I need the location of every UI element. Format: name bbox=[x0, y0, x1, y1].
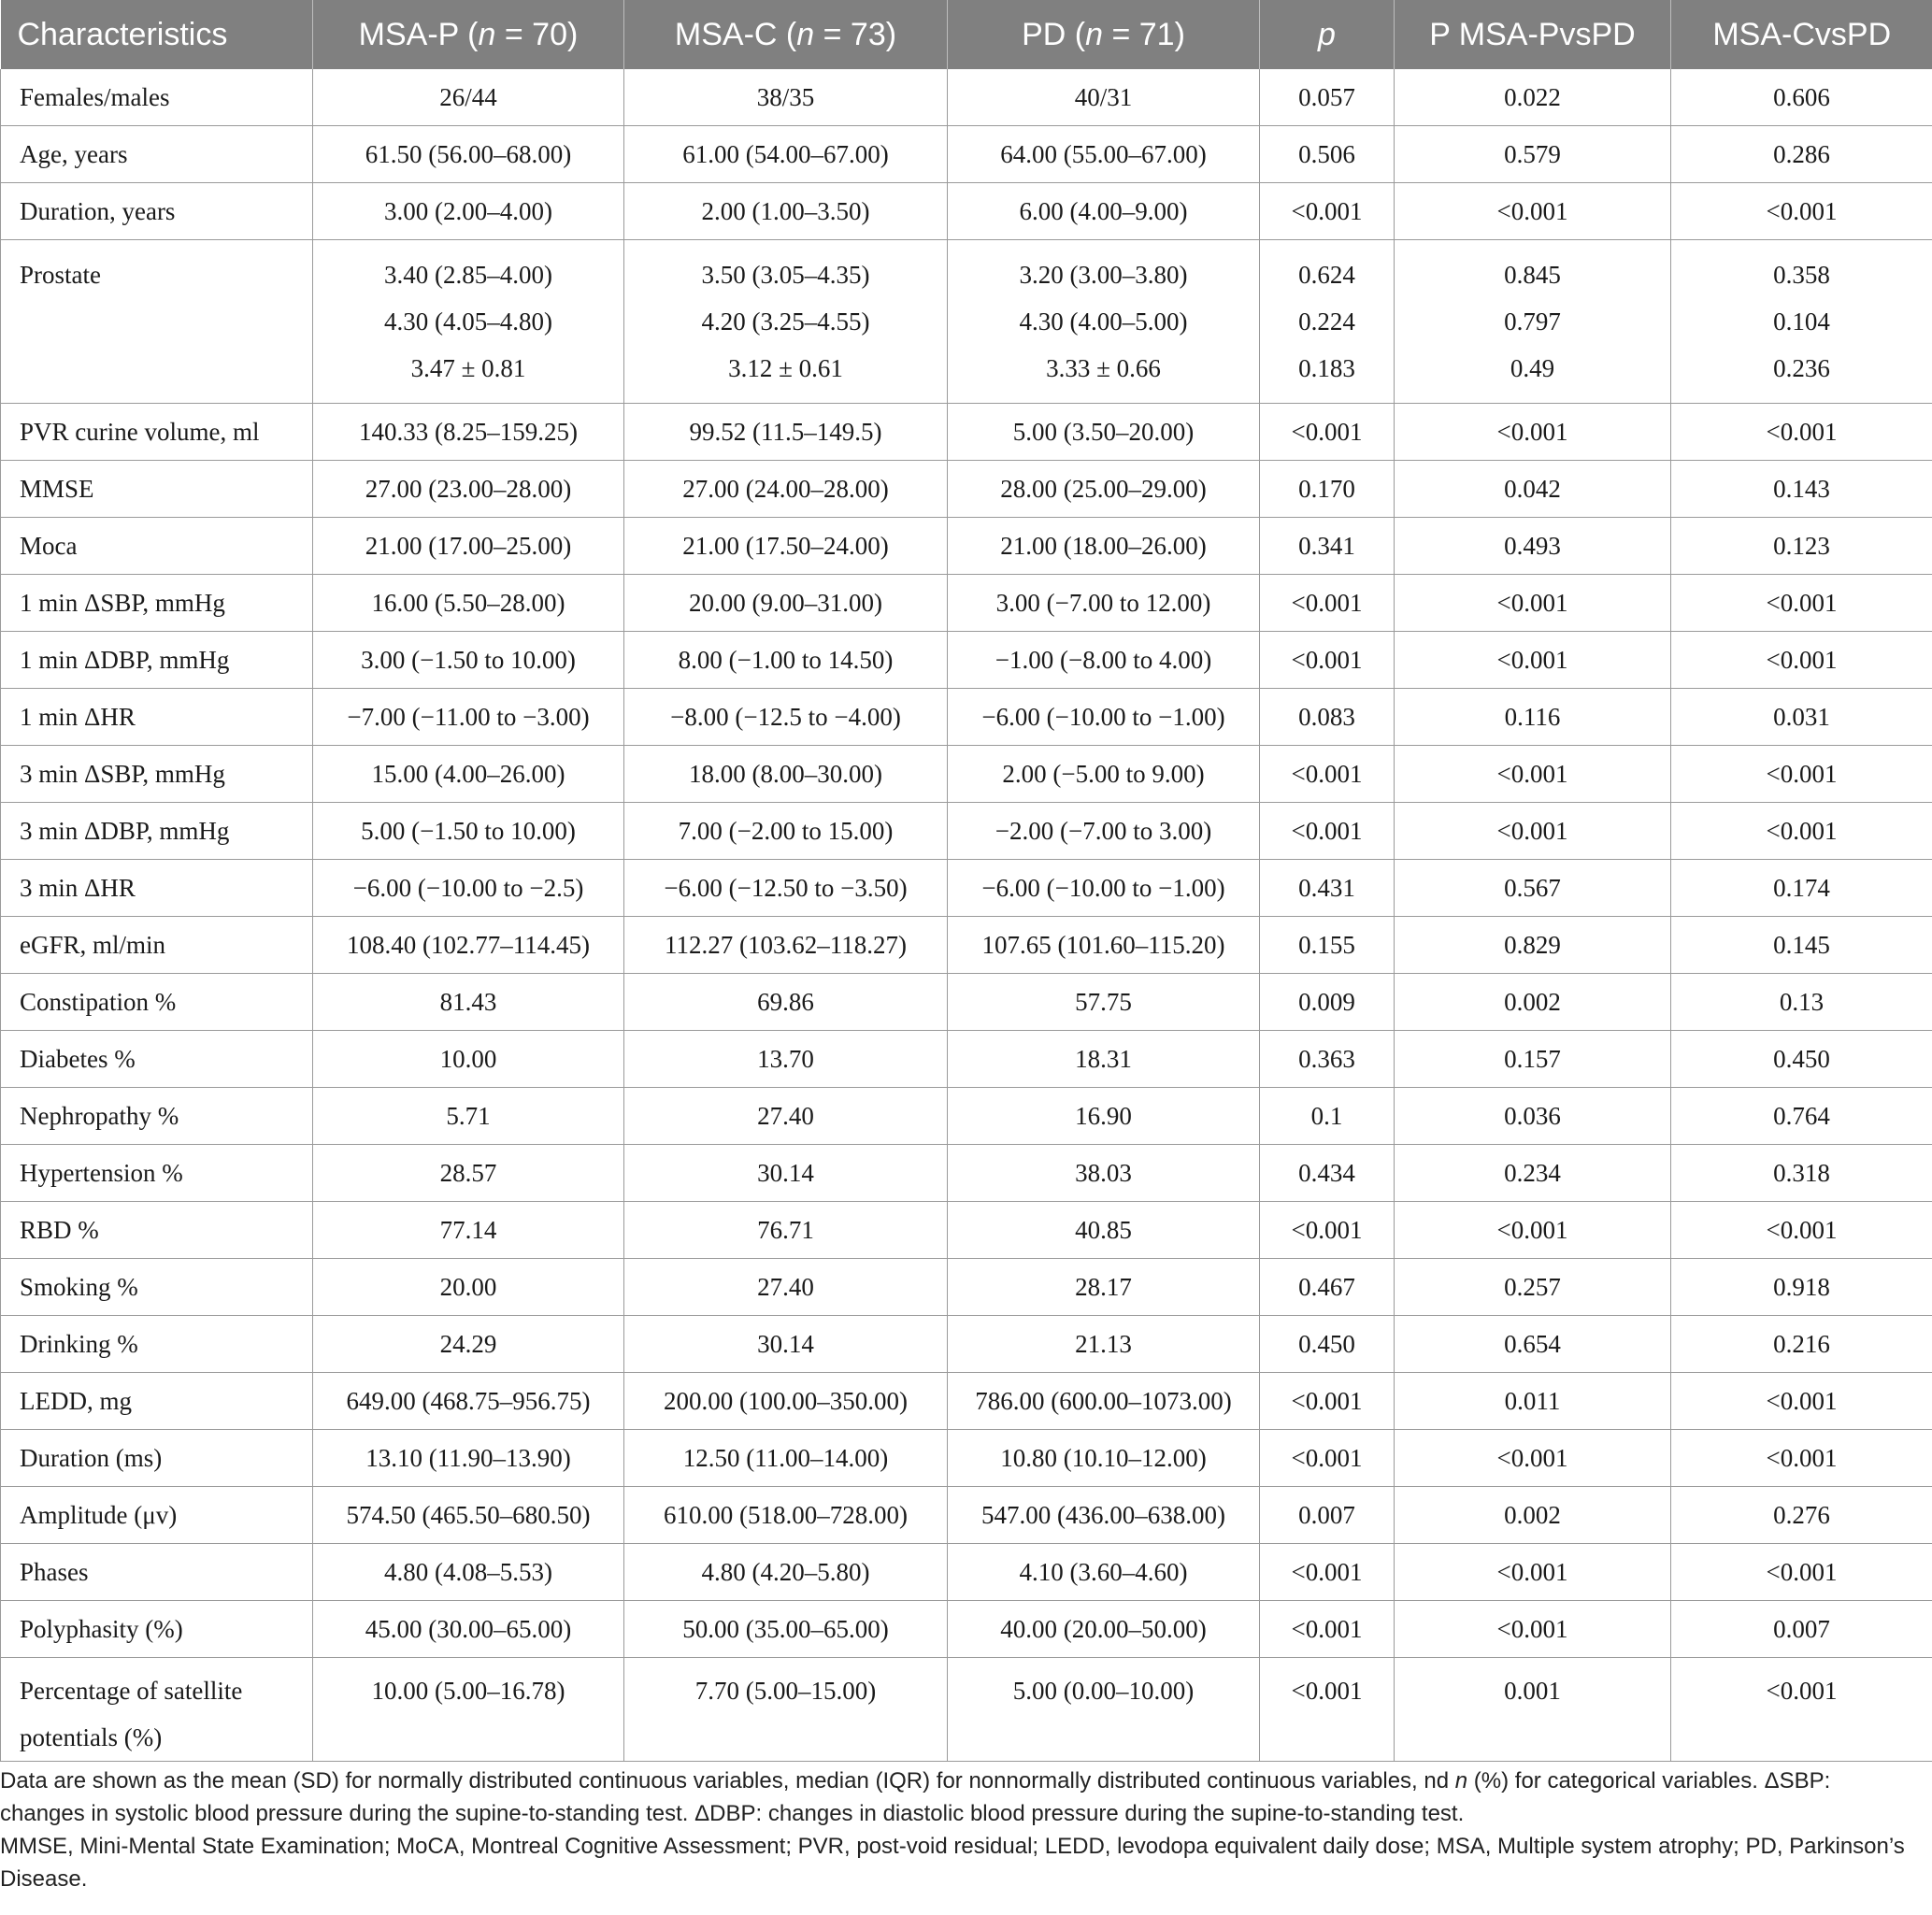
cell-msap: 10.00 bbox=[313, 1031, 624, 1088]
row-label: Age, years bbox=[1, 126, 313, 183]
cell-msac-vs-pd: 0.276 bbox=[1671, 1487, 1932, 1544]
header-characteristics: Characteristics bbox=[1, 0, 313, 69]
cell-pd: 40.85 bbox=[948, 1202, 1260, 1259]
header-msap: MSA-P (n = 70) bbox=[313, 0, 624, 69]
cell-p: <0.001 bbox=[1260, 1373, 1395, 1430]
cell-p: 0.450 bbox=[1260, 1316, 1395, 1373]
cell-p-msap-vs-pd: 0.654 bbox=[1395, 1316, 1671, 1373]
cell-p: <0.001 bbox=[1260, 183, 1395, 240]
cell-p-msap-vs-pd: 0.157 bbox=[1395, 1031, 1671, 1088]
cell-msac-vs-pd: 0.13 bbox=[1671, 974, 1932, 1031]
cell-msac: 76.71 bbox=[624, 1202, 948, 1259]
cell-msac-vs-pd: 0.174 bbox=[1671, 860, 1932, 917]
cell-pd: 107.65 (101.60–115.20) bbox=[948, 917, 1260, 974]
header-p-msap-vs-pd: P MSA-PvsPD bbox=[1395, 0, 1671, 69]
cell-msac-vs-pd: 0.216 bbox=[1671, 1316, 1932, 1373]
table-row bbox=[1, 1145, 1932, 1202]
cell-p: <0.001 bbox=[1260, 404, 1395, 461]
cell-msac-vs-pd-line: 0.104 bbox=[1773, 307, 1830, 336]
cell-p: <0.001 bbox=[1260, 746, 1395, 803]
cell-msac-vs-pd: 0.286 bbox=[1671, 126, 1932, 183]
cell-p-msap-vs-pd: 0.042 bbox=[1395, 461, 1671, 518]
cell-msac bbox=[624, 240, 948, 404]
cell-pd: −2.00 (−7.00 to 3.00) bbox=[948, 803, 1260, 860]
cell-msac: 38/35 bbox=[624, 69, 948, 126]
cell-pd: 16.90 bbox=[948, 1088, 1260, 1145]
cell-msac-vs-pd: 0.031 bbox=[1671, 689, 1932, 746]
cell-msap: 3.00 (2.00–4.00) bbox=[313, 183, 624, 240]
cell-p: <0.001 bbox=[1260, 1430, 1395, 1487]
cell-p: <0.001 bbox=[1260, 575, 1395, 632]
table-row bbox=[1, 126, 1932, 183]
cell-msac: 50.00 (35.00–65.00) bbox=[624, 1601, 948, 1658]
row-label: Females/males bbox=[1, 69, 313, 126]
cell-msap: 20.00 bbox=[313, 1259, 624, 1316]
table-row bbox=[1, 917, 1932, 974]
cell-msac-vs-pd: <0.001 bbox=[1671, 183, 1932, 240]
table-row bbox=[1, 803, 1932, 860]
cell-msac: 27.00 (24.00–28.00) bbox=[624, 461, 948, 518]
row-label: Duration, years bbox=[1, 183, 313, 240]
cell-p-msap-vs-pd: 0.257 bbox=[1395, 1259, 1671, 1316]
cell-pd: 5.00 (3.50–20.00) bbox=[948, 404, 1260, 461]
cell-p-msap-vs-pd: <0.001 bbox=[1395, 183, 1671, 240]
cell-msac-vs-pd: <0.001 bbox=[1671, 1202, 1932, 1259]
cell-pd: −1.00 (−8.00 to 4.00) bbox=[948, 632, 1260, 689]
table-row bbox=[1, 1202, 1932, 1259]
table-row bbox=[1, 1031, 1932, 1088]
cell-p: 0.007 bbox=[1260, 1487, 1395, 1544]
cell-msac-vs-pd: 0.007 bbox=[1671, 1601, 1932, 1658]
cell-msap: 4.80 (4.08–5.53) bbox=[313, 1544, 624, 1601]
table-row bbox=[1, 1259, 1932, 1316]
cell-p-msap-vs-pd: <0.001 bbox=[1395, 803, 1671, 860]
cell-msac-vs-pd-line: 0.358 bbox=[1773, 261, 1830, 289]
row-label: RBD % bbox=[1, 1202, 313, 1259]
cell-pd: −6.00 (−10.00 to −1.00) bbox=[948, 860, 1260, 917]
table-body bbox=[1, 69, 1932, 1762]
cell-msac: 20.00 (9.00–31.00) bbox=[624, 575, 948, 632]
cell-msap bbox=[313, 240, 624, 404]
cell-msap-line: 3.47 ± 0.81 bbox=[410, 354, 526, 382]
cell-p: 0.057 bbox=[1260, 69, 1395, 126]
cell-p: 0.434 bbox=[1260, 1145, 1395, 1202]
cell-msac-vs-pd: <0.001 bbox=[1671, 1658, 1932, 1762]
table-row bbox=[1, 69, 1932, 126]
cell-msac: 18.00 (8.00–30.00) bbox=[624, 746, 948, 803]
cell-msap: 140.33 (8.25–159.25) bbox=[313, 404, 624, 461]
cell-pd: 28.00 (25.00–29.00) bbox=[948, 461, 1260, 518]
cell-msac-vs-pd: <0.001 bbox=[1671, 1544, 1932, 1601]
cell-msap: 108.40 (102.77–114.45) bbox=[313, 917, 624, 974]
cell-msap: −6.00 (−10.00 to −2.5) bbox=[313, 860, 624, 917]
table-row bbox=[1, 1544, 1932, 1601]
table-row bbox=[1, 1373, 1932, 1430]
cell-msac-vs-pd: <0.001 bbox=[1671, 1430, 1932, 1487]
cell-p: <0.001 bbox=[1260, 632, 1395, 689]
cell-pd: 28.17 bbox=[948, 1259, 1260, 1316]
row-label: LEDD, mg bbox=[1, 1373, 313, 1430]
cell-msac: 30.14 bbox=[624, 1145, 948, 1202]
table-row bbox=[1, 404, 1932, 461]
row-label: Phases bbox=[1, 1544, 313, 1601]
cell-p-msap-vs-pd: <0.001 bbox=[1395, 404, 1671, 461]
cell-msac: 27.40 bbox=[624, 1259, 948, 1316]
cell-msac: 13.70 bbox=[624, 1031, 948, 1088]
cell-msac: 200.00 (100.00–350.00) bbox=[624, 1373, 948, 1430]
cell-msac: 30.14 bbox=[624, 1316, 948, 1373]
table-row bbox=[1, 974, 1932, 1031]
table-row bbox=[1, 689, 1932, 746]
cell-msap: 15.00 (4.00–26.00) bbox=[313, 746, 624, 803]
cell-msac-vs-pd: 0.764 bbox=[1671, 1088, 1932, 1145]
cell-p: 0.363 bbox=[1260, 1031, 1395, 1088]
cell-msap: 28.57 bbox=[313, 1145, 624, 1202]
table-row bbox=[1, 1430, 1932, 1487]
cell-p bbox=[1260, 240, 1395, 404]
row-label: Nephropathy % bbox=[1, 1088, 313, 1145]
cell-pd-line: 3.33 ± 0.66 bbox=[1046, 354, 1161, 382]
cell-msap: 77.14 bbox=[313, 1202, 624, 1259]
cell-p-msap-vs-pd: 0.829 bbox=[1395, 917, 1671, 974]
cell-pd: 40.00 (20.00–50.00) bbox=[948, 1601, 1260, 1658]
row-label: Duration (ms) bbox=[1, 1430, 313, 1487]
cell-msac-vs-pd-line: 0.236 bbox=[1773, 354, 1830, 382]
cell-msac: 7.70 (5.00–15.00) bbox=[624, 1658, 948, 1762]
cell-pd: 3.00 (−7.00 to 12.00) bbox=[948, 575, 1260, 632]
cell-pd bbox=[948, 240, 1260, 404]
cell-msac: 21.00 (17.50–24.00) bbox=[624, 518, 948, 575]
cell-msap: 649.00 (468.75–956.75) bbox=[313, 1373, 624, 1430]
cell-msap: 27.00 (23.00–28.00) bbox=[313, 461, 624, 518]
table-row bbox=[1, 461, 1932, 518]
table-row bbox=[1, 632, 1932, 689]
cell-msap: 574.50 (465.50–680.50) bbox=[313, 1487, 624, 1544]
cell-pd-line: 3.20 (3.00–3.80) bbox=[1019, 261, 1188, 289]
cell-msac-vs-pd bbox=[1671, 240, 1932, 404]
header-msac: MSA-C (n = 73) bbox=[624, 0, 948, 69]
table-header-row bbox=[1, 0, 1932, 69]
cell-p-msap-vs-pd: <0.001 bbox=[1395, 632, 1671, 689]
row-label: Percentage of satellite potentials (%) bbox=[1, 1658, 313, 1762]
cell-msac: −6.00 (−12.50 to −3.50) bbox=[624, 860, 948, 917]
cell-msap: 26/44 bbox=[313, 69, 624, 126]
table-row bbox=[1, 1088, 1932, 1145]
cell-msac-line: 4.20 (3.25–4.55) bbox=[701, 307, 870, 336]
cell-p-msap-vs-pd: 0.001 bbox=[1395, 1658, 1671, 1762]
cell-p: 0.506 bbox=[1260, 126, 1395, 183]
row-label: 1 min ΔDBP, mmHg bbox=[1, 632, 313, 689]
cell-p-msap-vs-pd: <0.001 bbox=[1395, 746, 1671, 803]
cell-msac-vs-pd: 0.606 bbox=[1671, 69, 1932, 126]
cell-p-msap-vs-pd-line: 0.845 bbox=[1504, 261, 1561, 289]
cell-msac-vs-pd: 0.123 bbox=[1671, 518, 1932, 575]
cell-msac-vs-pd: 0.143 bbox=[1671, 461, 1932, 518]
table-row bbox=[1, 1658, 1932, 1762]
cell-msap: 13.10 (11.90–13.90) bbox=[313, 1430, 624, 1487]
table-footnote bbox=[0, 1765, 1907, 1895]
cell-p-msap-vs-pd bbox=[1395, 240, 1671, 404]
cell-msac-vs-pd: <0.001 bbox=[1671, 632, 1932, 689]
row-label: Amplitude (μv) bbox=[1, 1487, 313, 1544]
cell-p: <0.001 bbox=[1260, 1658, 1395, 1762]
footnote-line-1: Data are shown as the mean (SD) for normally distributed continuous variables, median (IQR) for nonnormally distributed continuous variables, nd n (%) for categorical variables. ΔSBP: changes in systolic blood pressure during the supine-to-standing test. ΔDBP: changes in diastolic blood pressure during the supine-to-standing test. bbox=[0, 1768, 1831, 1826]
cell-msap-line: 3.40 (2.85–4.00) bbox=[384, 261, 552, 289]
cell-msac: 112.27 (103.62–118.27) bbox=[624, 917, 948, 974]
cell-p-msap-vs-pd: <0.001 bbox=[1395, 1430, 1671, 1487]
cell-p: <0.001 bbox=[1260, 1202, 1395, 1259]
cell-p-msap-vs-pd: <0.001 bbox=[1395, 575, 1671, 632]
cell-msac: 69.86 bbox=[624, 974, 948, 1031]
cell-msac-vs-pd: 0.318 bbox=[1671, 1145, 1932, 1202]
cell-msac: −8.00 (−12.5 to −4.00) bbox=[624, 689, 948, 746]
cell-msap: 24.29 bbox=[313, 1316, 624, 1373]
cell-msap: 81.43 bbox=[313, 974, 624, 1031]
footnote-line-2: MMSE, Mini-Mental State Examination; MoCA, Montreal Cognitive Assessment; PVR, post-void residual; LEDD, levodopa equivalent daily dose; MSA, Multiple system atrophy; PD, Parkinson’s Disease. bbox=[0, 1834, 1905, 1892]
cell-p: 0.155 bbox=[1260, 917, 1395, 974]
cell-pd: 64.00 (55.00–67.00) bbox=[948, 126, 1260, 183]
row-label: Constipation % bbox=[1, 974, 313, 1031]
cell-p-msap-vs-pd: 0.022 bbox=[1395, 69, 1671, 126]
cell-msap: 45.00 (30.00–65.00) bbox=[313, 1601, 624, 1658]
cell-msac: 61.00 (54.00–67.00) bbox=[624, 126, 948, 183]
cell-msac: 2.00 (1.00–3.50) bbox=[624, 183, 948, 240]
cell-msap: 21.00 (17.00–25.00) bbox=[313, 518, 624, 575]
table-row bbox=[1, 746, 1932, 803]
cell-pd: 786.00 (600.00–1073.00) bbox=[948, 1373, 1260, 1430]
cell-msac: 8.00 (−1.00 to 14.50) bbox=[624, 632, 948, 689]
cell-msac-vs-pd: <0.001 bbox=[1671, 1373, 1932, 1430]
cell-msac-vs-pd: <0.001 bbox=[1671, 404, 1932, 461]
cell-p-msap-vs-pd: 0.493 bbox=[1395, 518, 1671, 575]
cell-p: 0.341 bbox=[1260, 518, 1395, 575]
row-label: 1 min ΔHR bbox=[1, 689, 313, 746]
cell-p-msap-vs-pd: <0.001 bbox=[1395, 1544, 1671, 1601]
cell-p-msap-vs-pd-line: 0.49 bbox=[1510, 354, 1555, 382]
row-label: Drinking % bbox=[1, 1316, 313, 1373]
cell-msap-line: 4.30 (4.05–4.80) bbox=[384, 307, 552, 336]
cell-msac: 7.00 (−2.00 to 15.00) bbox=[624, 803, 948, 860]
cell-p-msap-vs-pd: 0.011 bbox=[1395, 1373, 1671, 1430]
cell-p: 0.1 bbox=[1260, 1088, 1395, 1145]
header-p: p bbox=[1260, 0, 1395, 69]
cell-pd: 10.80 (10.10–12.00) bbox=[948, 1430, 1260, 1487]
row-label: 3 min ΔDBP, mmHg bbox=[1, 803, 313, 860]
row-label: 3 min ΔSBP, mmHg bbox=[1, 746, 313, 803]
cell-p: 0.431 bbox=[1260, 860, 1395, 917]
cell-msap: 5.71 bbox=[313, 1088, 624, 1145]
cell-pd-line: 4.30 (4.00–5.00) bbox=[1019, 307, 1188, 336]
cell-p-msap-vs-pd: 0.579 bbox=[1395, 126, 1671, 183]
row-label: 1 min ΔSBP, mmHg bbox=[1, 575, 313, 632]
cell-pd: 4.10 (3.60–4.60) bbox=[948, 1544, 1260, 1601]
cell-pd: 6.00 (4.00–9.00) bbox=[948, 183, 1260, 240]
cell-pd: 18.31 bbox=[948, 1031, 1260, 1088]
cell-msac-vs-pd: 0.918 bbox=[1671, 1259, 1932, 1316]
cell-msac-vs-pd: <0.001 bbox=[1671, 803, 1932, 860]
cell-pd: 21.13 bbox=[948, 1316, 1260, 1373]
cell-p: 0.170 bbox=[1260, 461, 1395, 518]
cell-p-msap-vs-pd-line: 0.797 bbox=[1504, 307, 1561, 336]
cell-msac: 610.00 (518.00–728.00) bbox=[624, 1487, 948, 1544]
cell-msac: 12.50 (11.00–14.00) bbox=[624, 1430, 948, 1487]
cell-p-line: 0.183 bbox=[1298, 354, 1355, 382]
cell-p-msap-vs-pd: <0.001 bbox=[1395, 1601, 1671, 1658]
cell-p: <0.001 bbox=[1260, 803, 1395, 860]
table-row bbox=[1, 518, 1932, 575]
table-row bbox=[1, 1601, 1932, 1658]
cell-p-line: 0.224 bbox=[1298, 307, 1355, 336]
cell-msap: 3.00 (−1.50 to 10.00) bbox=[313, 632, 624, 689]
row-label: Moca bbox=[1, 518, 313, 575]
table-row bbox=[1, 575, 1932, 632]
cell-p: 0.083 bbox=[1260, 689, 1395, 746]
cell-p: <0.001 bbox=[1260, 1601, 1395, 1658]
row-label: Diabetes % bbox=[1, 1031, 313, 1088]
row-label: PVR curine volume, ml bbox=[1, 404, 313, 461]
row-label: eGFR, ml/min bbox=[1, 917, 313, 974]
row-label: Smoking % bbox=[1, 1259, 313, 1316]
cell-pd: 547.00 (436.00–638.00) bbox=[948, 1487, 1260, 1544]
cell-msac-vs-pd: <0.001 bbox=[1671, 575, 1932, 632]
cell-msap: −7.00 (−11.00 to −3.00) bbox=[313, 689, 624, 746]
cell-pd: 21.00 (18.00–26.00) bbox=[948, 518, 1260, 575]
cell-msap: 10.00 (5.00–16.78) bbox=[313, 1658, 624, 1762]
table-row bbox=[1, 860, 1932, 917]
cell-p-line: 0.624 bbox=[1298, 261, 1355, 289]
cell-p-msap-vs-pd: 0.567 bbox=[1395, 860, 1671, 917]
cell-p: 0.467 bbox=[1260, 1259, 1395, 1316]
row-label: 3 min ΔHR bbox=[1, 860, 313, 917]
row-label: Hypertension % bbox=[1, 1145, 313, 1202]
cell-msap: 61.50 (56.00–68.00) bbox=[313, 126, 624, 183]
cell-p-msap-vs-pd: <0.001 bbox=[1395, 1202, 1671, 1259]
cell-p-msap-vs-pd: 0.002 bbox=[1395, 974, 1671, 1031]
cell-pd: 38.03 bbox=[948, 1145, 1260, 1202]
table-row bbox=[1, 183, 1932, 240]
row-label: Polyphasity (%) bbox=[1, 1601, 313, 1658]
header-pd: PD (n = 71) bbox=[948, 0, 1260, 69]
cell-msap: 16.00 (5.50–28.00) bbox=[313, 575, 624, 632]
cell-p: <0.001 bbox=[1260, 1544, 1395, 1601]
cell-pd: 2.00 (−5.00 to 9.00) bbox=[948, 746, 1260, 803]
cell-msac-line: 3.12 ± 0.61 bbox=[728, 354, 843, 382]
header-msac-vs-pd: MSA-CvsPD bbox=[1671, 0, 1932, 69]
row-label: MMSE bbox=[1, 461, 313, 518]
cell-pd: 57.75 bbox=[948, 974, 1260, 1031]
table-row bbox=[1, 1316, 1932, 1373]
cell-p: 0.009 bbox=[1260, 974, 1395, 1031]
cell-pd: 5.00 (0.00–10.00) bbox=[948, 1658, 1260, 1762]
cell-p-msap-vs-pd: 0.116 bbox=[1395, 689, 1671, 746]
cell-msac: 4.80 (4.20–5.80) bbox=[624, 1544, 948, 1601]
cell-msap: 5.00 (−1.50 to 10.00) bbox=[313, 803, 624, 860]
table-row bbox=[1, 240, 1932, 404]
cell-msac: 99.52 (11.5–149.5) bbox=[624, 404, 948, 461]
cell-pd: −6.00 (−10.00 to −1.00) bbox=[948, 689, 1260, 746]
cell-msac-vs-pd: <0.001 bbox=[1671, 746, 1932, 803]
cell-pd: 40/31 bbox=[948, 69, 1260, 126]
cell-p-msap-vs-pd: 0.036 bbox=[1395, 1088, 1671, 1145]
cell-msac-vs-pd: 0.450 bbox=[1671, 1031, 1932, 1088]
cell-msac: 27.40 bbox=[624, 1088, 948, 1145]
cell-p-msap-vs-pd: 0.002 bbox=[1395, 1487, 1671, 1544]
cell-msac-line: 3.50 (3.05–4.35) bbox=[701, 261, 870, 289]
cell-p-msap-vs-pd: 0.234 bbox=[1395, 1145, 1671, 1202]
table-row bbox=[1, 1487, 1932, 1544]
cell-msac-vs-pd: 0.145 bbox=[1671, 917, 1932, 974]
row-label: Prostate bbox=[1, 240, 313, 404]
